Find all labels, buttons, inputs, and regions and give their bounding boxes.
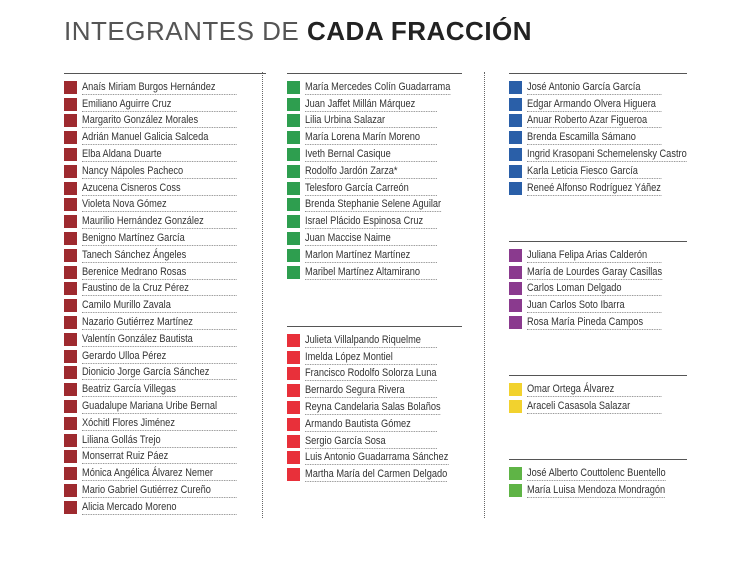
color-square — [64, 114, 77, 127]
member-name: Faustino de la Cruz Pérez — [82, 281, 237, 296]
member-name: Elba Aldana Duarte — [82, 147, 237, 162]
member-name: Martha María del Carmen Delgado — [305, 468, 448, 481]
member-name: Omar Ortega Álvarez — [527, 382, 661, 397]
member-item — [287, 230, 462, 247]
title-bold: CADA FRACCIÓN — [306, 16, 533, 46]
color-square — [64, 434, 77, 447]
member-name: Brenda Escamilla Sámano — [527, 130, 661, 145]
color-square — [287, 98, 300, 111]
group-divider — [287, 73, 462, 74]
color-square — [64, 316, 77, 329]
member-name: Nancy Nápoles Pacheco — [82, 164, 237, 179]
color-square — [287, 435, 300, 448]
color-square — [509, 266, 522, 279]
member-item — [509, 465, 687, 482]
member-name: Juan Maccise Naime — [305, 231, 437, 246]
member-name: Rodolfo Jardón Zarza* — [305, 164, 437, 179]
member-name: José Alberto Couttolenc Buentello — [527, 466, 666, 479]
page-title — [64, 16, 532, 47]
group-divider — [287, 326, 462, 327]
color-square — [64, 299, 77, 312]
member-item — [64, 381, 266, 398]
member-name: Reyna Candelaria Salas Bolaños — [305, 401, 441, 414]
member-name: Telesforo García Carreón — [305, 181, 437, 196]
member-item — [64, 96, 266, 113]
member-item — [509, 129, 687, 146]
color-square — [64, 198, 77, 211]
color-square — [64, 333, 77, 346]
color-square — [287, 266, 300, 279]
member-item — [287, 113, 462, 130]
member-name: Iveth Bernal Casique — [305, 147, 437, 162]
color-square — [509, 131, 522, 144]
color-square — [509, 98, 522, 111]
member-name: Marlon Martínez Martínez — [305, 248, 437, 263]
group-divider — [64, 73, 266, 74]
member-name: Bernardo Segura Rivera — [305, 383, 437, 398]
member-item — [64, 449, 266, 466]
group-3 — [287, 326, 462, 483]
member-item — [287, 79, 462, 96]
color-square — [287, 198, 300, 211]
member-name: María de Lourdes Garay Casillas — [527, 265, 663, 278]
member-name: Tanech Sánchez Ángeles — [82, 248, 237, 263]
color-square — [287, 384, 300, 397]
member-item — [287, 247, 462, 264]
color-square — [287, 401, 300, 414]
color-square — [509, 182, 522, 195]
color-square — [287, 249, 300, 262]
color-square — [509, 383, 522, 396]
color-square — [509, 400, 522, 413]
member-item — [509, 381, 687, 398]
member-item — [64, 398, 266, 415]
member-name: Guadalupe Mariana Uribe Bernal — [82, 399, 237, 414]
member-name: Rosa María Pineda Campos — [527, 315, 661, 330]
member-item — [287, 264, 462, 281]
color-square — [287, 451, 300, 464]
group-5 — [509, 241, 687, 331]
member-item — [64, 281, 266, 298]
member-name: Nazario Gutiérrez Martínez — [82, 315, 237, 330]
member-item — [287, 382, 462, 399]
member-name: Juan Carlos Soto Ibarra — [527, 298, 661, 313]
group-divider — [509, 241, 687, 242]
member-item — [287, 366, 462, 383]
member-item — [287, 332, 462, 349]
column-separator-2 — [484, 72, 485, 518]
color-square — [64, 232, 77, 245]
color-square — [509, 484, 522, 497]
member-name: Berenice Medrano Rosas — [82, 265, 237, 280]
member-name: Edgar Armando Olvera Higuera — [527, 97, 661, 112]
member-name: Araceli Casasola Salazar — [527, 399, 661, 414]
member-name: María Luisa Mendoza Mondragón — [527, 483, 666, 496]
member-name: Anaís Miriam Burgos Hernández — [82, 80, 237, 95]
color-square — [64, 81, 77, 94]
member-item — [509, 163, 687, 180]
group-4 — [509, 73, 687, 197]
color-square — [509, 467, 522, 480]
color-square — [509, 316, 522, 329]
member-item — [509, 96, 687, 113]
member-name: Israel Plácido Espinosa Cruz — [305, 214, 437, 229]
color-square — [64, 467, 77, 480]
member-item — [287, 349, 462, 366]
member-name: María Mercedes Colín Guadarrama — [305, 80, 451, 93]
color-square — [64, 400, 77, 413]
color-square — [509, 165, 522, 178]
group-divider — [509, 375, 687, 376]
member-name: Juliana Felipa Arias Calderón — [527, 248, 661, 263]
member-name: Benigno Martínez García — [82, 231, 237, 246]
member-item — [64, 197, 266, 214]
member-name: Imelda López Montiel — [305, 350, 437, 365]
member-item — [509, 79, 687, 96]
group-6 — [509, 375, 687, 415]
member-item — [509, 113, 687, 130]
group-1 — [64, 73, 266, 516]
member-item — [64, 264, 266, 281]
member-item — [287, 466, 462, 483]
member-name: Violeta Nova Gómez — [82, 197, 237, 212]
color-square — [287, 81, 300, 94]
member-name: Juan Jaffet Millán Márquez — [305, 97, 437, 112]
member-item — [64, 432, 266, 449]
color-square — [509, 282, 522, 295]
color-square — [509, 249, 522, 262]
member-item — [64, 348, 266, 365]
color-square — [64, 98, 77, 111]
member-name: María Lorena Marín Moreno — [305, 130, 437, 145]
member-name: Alicia Mercado Moreno — [82, 500, 237, 515]
member-name: Azucena Cisneros Coss — [82, 181, 237, 196]
color-square — [287, 182, 300, 195]
member-item — [64, 129, 266, 146]
member-item — [509, 281, 687, 298]
member-name: Brenda Stephanie Selene Aguilar — [305, 198, 442, 211]
member-item — [64, 163, 266, 180]
member-item — [64, 79, 266, 96]
member-item — [509, 264, 687, 281]
member-item — [287, 433, 462, 450]
member-item — [64, 146, 266, 163]
color-square — [64, 501, 77, 514]
color-square — [64, 182, 77, 195]
member-name: Luis Antonio Guadarrama Sánchez — [305, 451, 449, 464]
member-name: Adrián Manuel Galicia Salceda — [82, 130, 237, 145]
color-square — [287, 232, 300, 245]
member-item — [64, 314, 266, 331]
member-name: Xóchitl Flores Jiménez — [82, 416, 237, 431]
color-square — [64, 249, 77, 262]
member-item — [64, 297, 266, 314]
color-square — [64, 266, 77, 279]
color-square — [64, 383, 77, 396]
member-name: Maribel Martínez Altamirano — [305, 265, 437, 280]
color-square — [287, 148, 300, 161]
member-name: Anuar Roberto Azar Figueroa — [527, 113, 661, 128]
member-item — [64, 331, 266, 348]
member-name: Reneé Alfonso Rodríguez Yáñez — [527, 181, 661, 194]
member-item — [287, 399, 462, 416]
member-name: Emiliano Aguirre Cruz — [82, 97, 237, 112]
member-name: Carlos Loman Delgado — [527, 281, 661, 296]
member-name: Julieta Villalpando Riquelme — [305, 333, 437, 348]
member-name: Ingrid Krasopani Schemelensky Castro — [527, 148, 687, 161]
member-name: Francisco Rodolfo Solorza Luna — [305, 367, 437, 380]
color-square — [287, 367, 300, 380]
color-square — [64, 484, 77, 497]
group-divider — [509, 459, 687, 460]
member-item — [64, 482, 266, 499]
member-item — [509, 146, 687, 163]
member-name: Maurilio Hernández González — [82, 214, 237, 229]
color-square — [64, 350, 77, 363]
member-item — [64, 113, 266, 130]
color-square — [509, 148, 522, 161]
member-item — [509, 247, 687, 264]
member-name: Lilia Urbina Salazar — [305, 113, 437, 128]
member-item — [64, 499, 266, 516]
color-square — [287, 351, 300, 364]
member-name: Mónica Angélica Álvarez Nemer — [82, 466, 237, 481]
member-item — [287, 163, 462, 180]
member-item — [287, 197, 462, 214]
member-name: Liliana Gollás Trejo — [82, 433, 237, 448]
member-item — [64, 213, 266, 230]
member-item — [64, 247, 266, 264]
member-item — [287, 129, 462, 146]
member-item — [64, 230, 266, 247]
color-square — [64, 282, 77, 295]
member-name: Valentín González Bautista — [82, 332, 237, 347]
color-square — [509, 81, 522, 94]
member-name: José Antonio García García — [527, 80, 661, 95]
member-name: Margarito González Morales — [82, 113, 237, 128]
color-square — [64, 215, 77, 228]
color-square — [64, 131, 77, 144]
member-item — [64, 415, 266, 432]
member-item — [64, 465, 266, 482]
member-name: Mario Gabriel Gutiérrez Cureño — [82, 483, 237, 498]
group-divider — [509, 73, 687, 74]
member-name: Armando Bautista Gómez — [305, 417, 437, 432]
member-item — [509, 314, 687, 331]
member-item — [509, 398, 687, 415]
member-item — [287, 180, 462, 197]
color-square — [64, 450, 77, 463]
member-name: Beatriz García Villegas — [82, 382, 237, 397]
member-item — [64, 180, 266, 197]
member-name: Karla Leticia Fiesco García — [527, 164, 661, 179]
member-item — [509, 482, 687, 499]
member-item — [287, 213, 462, 230]
color-square — [64, 366, 77, 379]
color-square — [64, 148, 77, 161]
color-square — [287, 418, 300, 431]
group-7 — [509, 459, 687, 499]
color-square — [64, 417, 77, 430]
color-square — [509, 114, 522, 127]
member-item — [64, 365, 266, 382]
member-name: Monserrat Ruiz Páez — [82, 449, 237, 464]
color-square — [287, 215, 300, 228]
member-item — [287, 96, 462, 113]
color-square — [287, 334, 300, 347]
title-light: INTEGRANTES DE — [64, 16, 307, 46]
color-square — [287, 165, 300, 178]
member-name: Camilo Murillo Zavala — [82, 298, 237, 313]
color-square — [287, 114, 300, 127]
member-item — [509, 180, 687, 197]
member-name: Dionicio Jorge García Sánchez — [82, 365, 237, 380]
color-square — [64, 165, 77, 178]
color-square — [287, 131, 300, 144]
color-square — [287, 468, 300, 481]
member-item — [287, 416, 462, 433]
member-item — [287, 146, 462, 163]
color-square — [509, 299, 522, 312]
member-item — [287, 450, 462, 467]
group-2 — [287, 73, 462, 281]
member-item — [509, 297, 687, 314]
member-name: Sergio García Sosa — [305, 434, 437, 449]
member-name: Gerardo Ulloa Pérez — [82, 349, 237, 364]
